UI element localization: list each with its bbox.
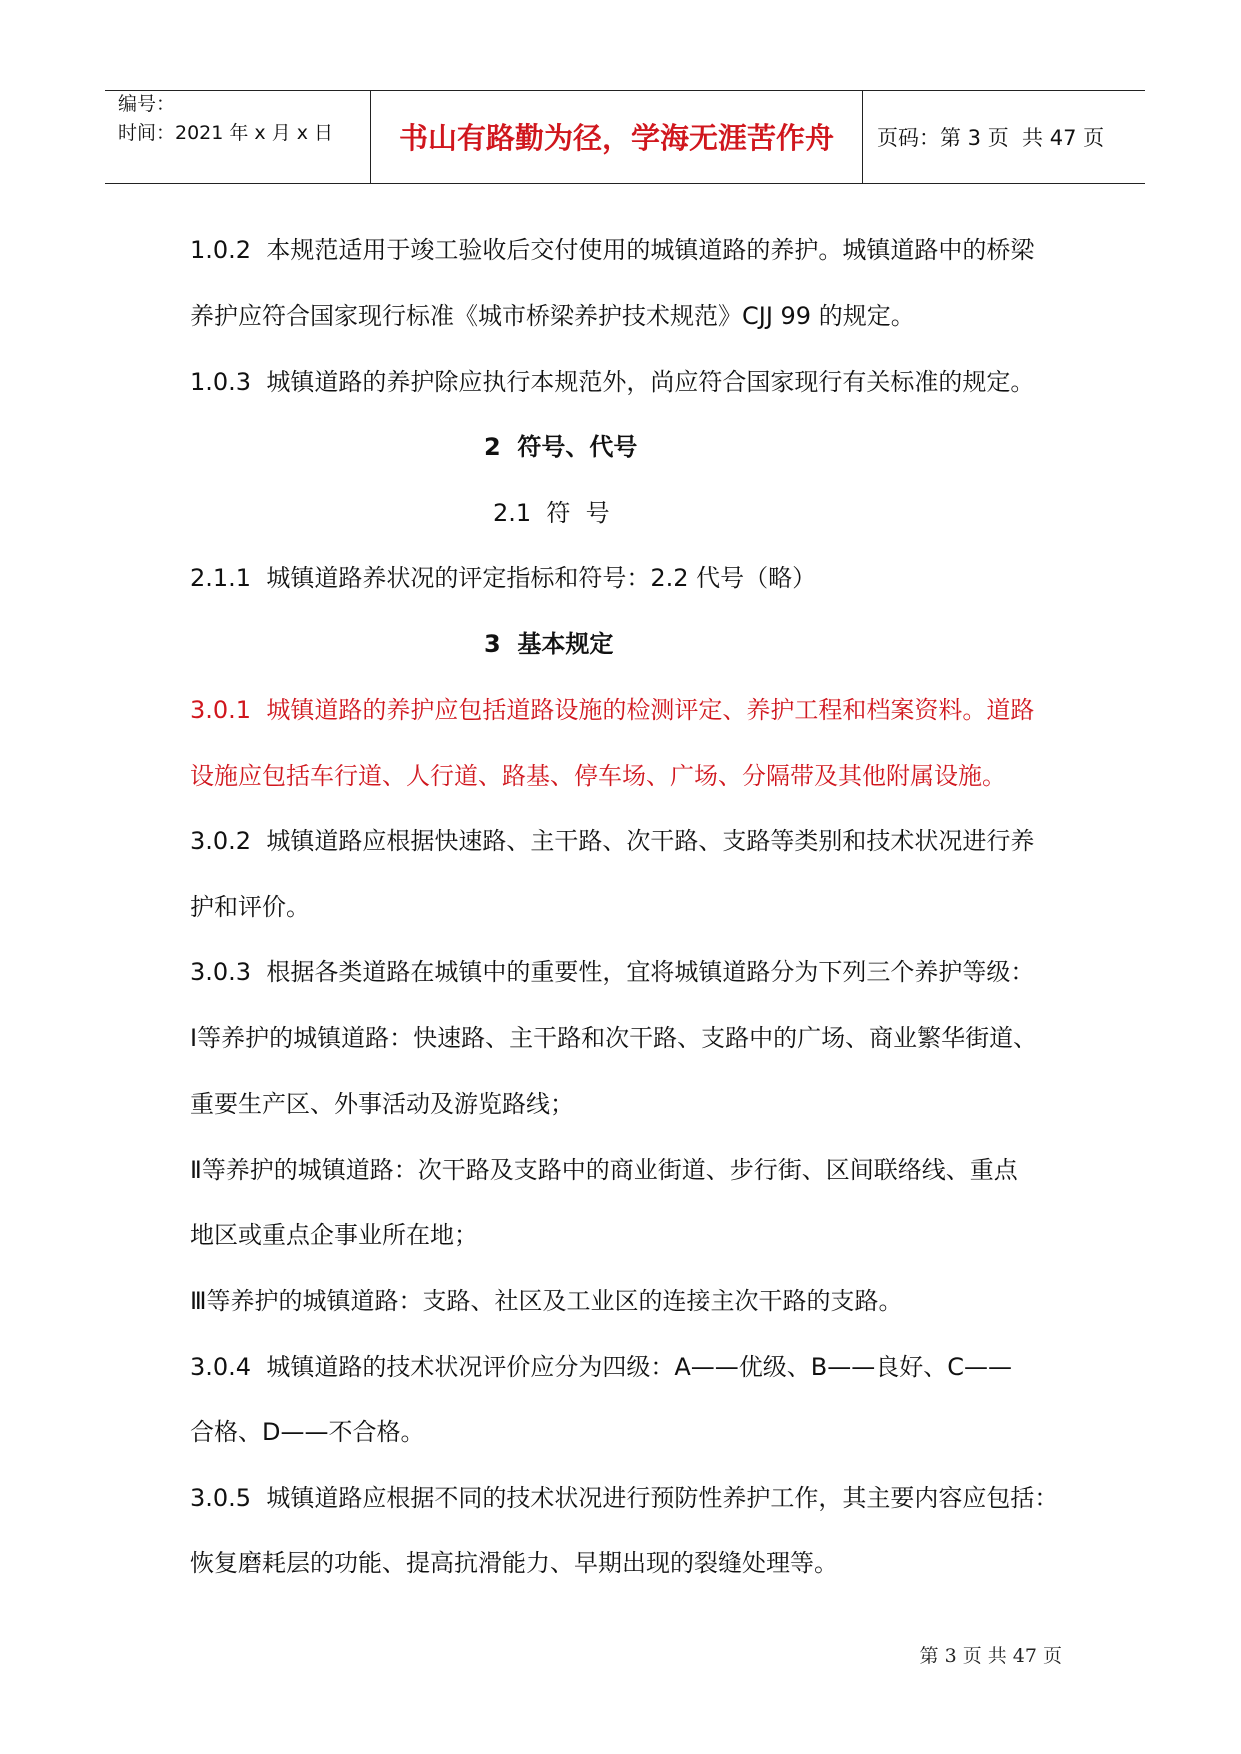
header-page-info: 页码：第 3 页 共 47 页 xyxy=(877,126,1105,150)
section-heading: 3 基本规定 xyxy=(484,630,614,658)
paragraph-line: 1.0.3 城镇道路的养护除应执行本规范外，尚应符合国家现行有关标准的规定。 xyxy=(190,368,1035,396)
highlighted-paragraph-line: 设施应包括车行道、人行道、路基、停车场、广场、分隔带及其他附属设施。 xyxy=(190,762,1006,790)
paragraph-line: Ⅲ等养护的城镇道路：支路、社区及工业区的连接主次干路的支路。 xyxy=(190,1287,903,1315)
date-label: 时间：2021 年 x 月 x 日 xyxy=(118,122,334,144)
section-heading: 2 符号、代号 xyxy=(484,433,638,461)
paragraph-line: 地区或重点企事业所在地； xyxy=(190,1221,478,1249)
highlighted-paragraph-line: 3.0.1 城镇道路的养护应包括道路设施的检测评定、养护工程和档案资料。道路 xyxy=(190,696,1035,724)
paragraph-line: 恢复磨耗层的功能、提高抗滑能力、早期出现的裂缝处理等。 xyxy=(190,1549,838,1577)
paragraph-line: 3.0.3 根据各类道路在城镇中的重要性，宜将城镇道路分为下列三个养护等级： xyxy=(190,958,1035,986)
paragraph-line: 合格、D——不合格。 xyxy=(190,1418,425,1446)
paragraph-line: 养护应符合国家现行标准《城市桥梁养护技术规范》CJJ 99 的规定。 xyxy=(190,302,915,330)
serial-number-label: 编号： xyxy=(118,93,176,115)
paragraph-line: Ⅱ等养护的城镇道路：次干路及支路中的商业街道、步行街、区间联络线、重点 xyxy=(190,1156,1018,1184)
header-top-border xyxy=(105,90,1145,91)
paragraph-line: 3.0.5 城镇道路应根据不同的技术状况进行预防性养护工作，其主要内容应包括： xyxy=(190,1484,1059,1512)
footer-page-number: 第 3 页 共 47 页 xyxy=(919,1645,1062,1667)
header-bottom-border xyxy=(105,183,1145,184)
header-motto: 书山有路勤为径，学海无涯苦作舟 xyxy=(398,121,834,155)
paragraph-line: 重要生产区、外事活动及游览路线； xyxy=(190,1090,574,1118)
subsection-heading: 2.1 符 号 xyxy=(493,499,610,527)
paragraph-line: 3.0.2 城镇道路应根据快速路、主干路、次干路、支路等类别和技术状况进行养 xyxy=(190,827,1035,855)
header-divider-right xyxy=(862,90,863,183)
paragraph-line: 护和评价。 xyxy=(190,893,310,921)
paragraph-line: 3.0.4 城镇道路的技术状况评价应分为四级：A——优级、B——良好、C—— xyxy=(190,1353,1012,1381)
paragraph-line: 2.1.1 城镇道路养状况的评定指标和符号：2.2 代号（略） xyxy=(190,564,817,592)
paragraph-line: 1.0.2 本规范适用于竣工验收后交付使用的城镇道路的养护。城镇道路中的桥梁 xyxy=(190,236,1035,264)
paragraph-line: Ⅰ等养护的城镇道路：快速路、主干路和次干路、支路中的广场、商业繁华街道、 xyxy=(190,1024,1038,1052)
